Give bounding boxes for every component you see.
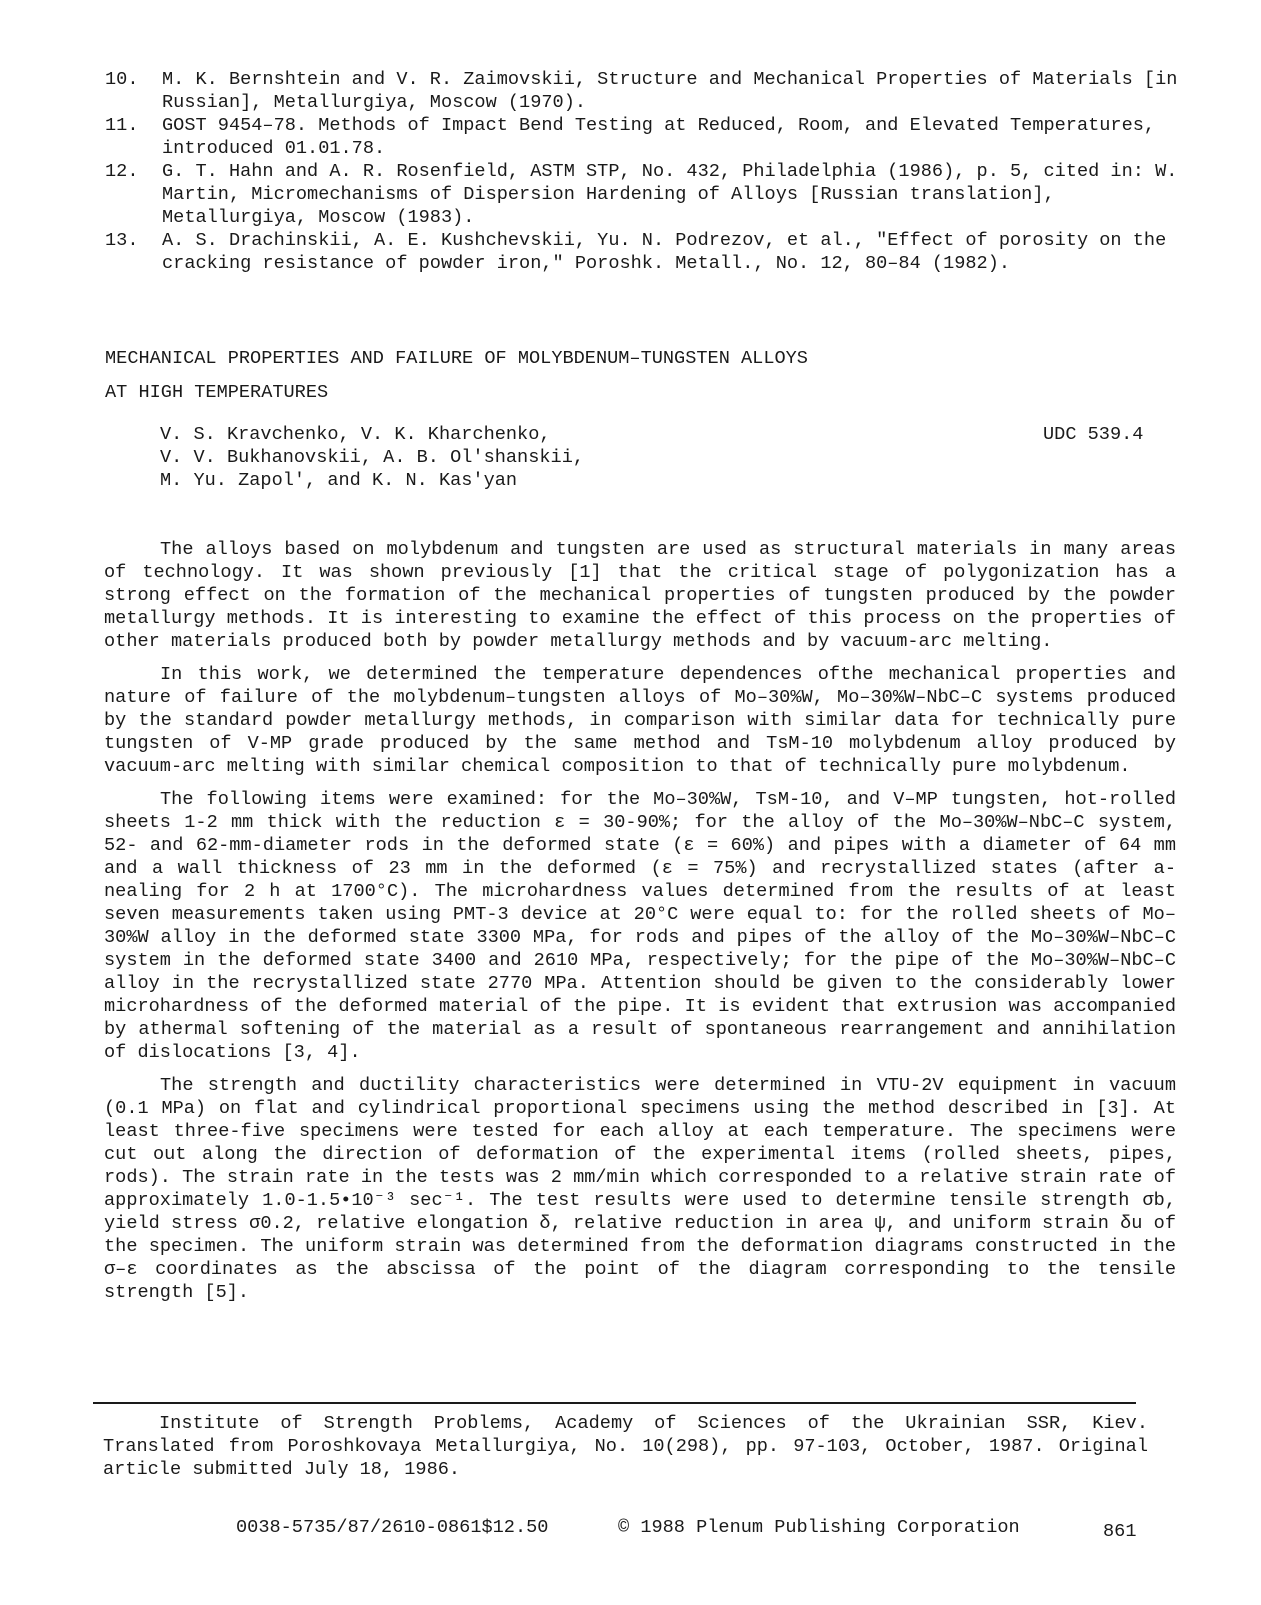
article-title-line-2: AT HIGH TEMPERATURES (105, 382, 329, 403)
footnote-divider (93, 1402, 1136, 1404)
page-number: 861 (1103, 1521, 1137, 1542)
article-title (105, 342, 808, 410)
author-line-3: M. Yu. Zapol', and K. N. Kas'yan (160, 470, 518, 491)
reference-item (105, 160, 1205, 229)
reference-number: 12. (105, 161, 139, 182)
author-line-2: V. V. Bukhanovskii, A. B. Ol'shanskii, (160, 447, 585, 468)
affiliation-footnote: Institute of Strength Problems, Academy of Sciences of the Ukrainian SSR, Kiev. Translated from Poroshkovaya Metallurgiya, No. 10(298), pp. 97-103, October, 1987. Original article submitted July 18, 1986. (103, 1413, 1148, 1480)
body-paragraph-2: In this work, we determined the temperature dependences ofthe mechanical properties and nature of failure of the molybdenum–tungsten alloys of Mo–30%W, Mo–30%W–NbC–C systems produced by the standard powder metallurgy methods, in comparison with similar data for technically pure tungsten of V-MP grade produced by the same method and TsM-10 molybdenum alloy produced by vacuum-arc melting with similar chemical composition to that of technically pure molybdenum. (104, 664, 1176, 777)
body-paragraph-1: The alloys based on molybdenum and tungsten are used as structural materials in many areas of technology. It was shown previously [1] that the critical stage of polygonization has a strong effect on the formation of the mechanical properties of tungsten produced by the powder metallurgy methods. It is interesting to examine the effect of this process on the properties of other materials produced both by powder metallurgy methods and by vacuum-arc melting. (104, 539, 1176, 652)
article-body (104, 538, 1176, 1314)
journal-code: 0038-5735/87/2610-0861$12.50 (236, 1517, 549, 1538)
reference-text: M. K. Bernshtein and V. R. Zaimovskii, Structure and Mechanical Properties of Materials [in Russian], Metallurgiya, Moscow (1970). (162, 69, 1178, 113)
reference-number: 13. (105, 230, 139, 251)
reference-list (105, 68, 1205, 275)
reference-text: G. T. Hahn and A. R. Rosenfield, ASTM STP, No. 432, Philadelphia (1986), p. 5, cited in: W. Martin, Micromechanisms of Dispersion Hardening of Alloys [Russian translation], Metallurgiya, Moscow (1983). (162, 161, 1178, 228)
reference-number: 11. (105, 115, 139, 136)
reference-item (105, 114, 1205, 160)
reference-text: A. S. Drachinskii, A. E. Kushchevskii, Yu. N. Podrezov, et al., "Effect of porosity on the cracking resistance of powder iron," Poroshk. Metall., No. 12, 80–84 (1982). (162, 230, 1167, 274)
author-list (160, 423, 584, 492)
author-line-1: V. S. Kravchenko, V. K. Kharchenko, (160, 424, 551, 445)
body-paragraph-4: The strength and ductility characteristics were determined in VTU-2V equipment in vacuum (0.1 MPa) on flat and cylindrical proportional specimens using the method described in [3]. At least three-five specimens were tested for each alloy at each temperature. The specimens were cut out along the direction of deformation of the experimental items (rolled sheets, pipes, rods). The strain rate in the tests was 2 mm/min which corresponded to a relative strain rate of approximately 1.0-1.5•10⁻³ sec⁻¹. The test results were used to determine tensile strength σb, yield stress σ0.2, relative elongation δ, relative reduction in area ψ, and uniform strain δu of the specimen. The uniform strain was determined from the deformation diagrams constructed in the σ–ε coordinates as the abscissa of the point of the diagram corresponding to the tensile strength [5]. (104, 1075, 1176, 1303)
udc-code: UDC 539.4 (1043, 424, 1144, 445)
reference-number: 10. (105, 69, 139, 90)
reference-item (105, 229, 1205, 275)
copyright-notice: © 1988 Plenum Publishing Corporation (618, 1517, 1020, 1538)
reference-item (105, 68, 1205, 114)
reference-text: GOST 9454–78. Methods of Impact Bend Testing at Reduced, Room, and Elevated Temperatures, introduced 01.01.78. (162, 115, 1156, 159)
body-paragraph-3: The following items were examined: for the Mo–30%W, TsM-10, and V–MP tungsten, hot-rolled sheets 1-2 mm thick with the reduction ε = 30-90%; for the alloy of the Mo–30%W–NbC–C system, 52- and 62-mm-diameter rods in the deformed state (ε = 60%) and pipes with a diameter of 64 mm and a wall thickness of 23 mm in the deformed (ε = 75%) and recrystallized states (after a-nealing for 2 h at 1700°C). The microhardness values determined from the results of at least seven measurements taken using PMT-3 device at 20°C were equal to: for the rolled sheets of Mo–30%W alloy in the deformed state 3300 MPa, for rods and pipes of the alloy of the Mo–30%W–NbC–C system in the deformed state 3400 and 2610 MPa, respectively; for the pipe of the Mo–30%W–NbC–C alloy in the recrystallized state 2770 MPa. Attention should be given to the considerably lower microhardness of the deformed material of the pipe. It is evident that extrusion was accompanied by athermal softening of the material as a result of spontaneous rearrangement and annihilation of dislocations [3, 4]. (104, 789, 1176, 1063)
article-title-line-1: MECHANICAL PROPERTIES AND FAILURE OF MOLYBDENUM–TUNGSTEN ALLOYS (105, 348, 808, 369)
